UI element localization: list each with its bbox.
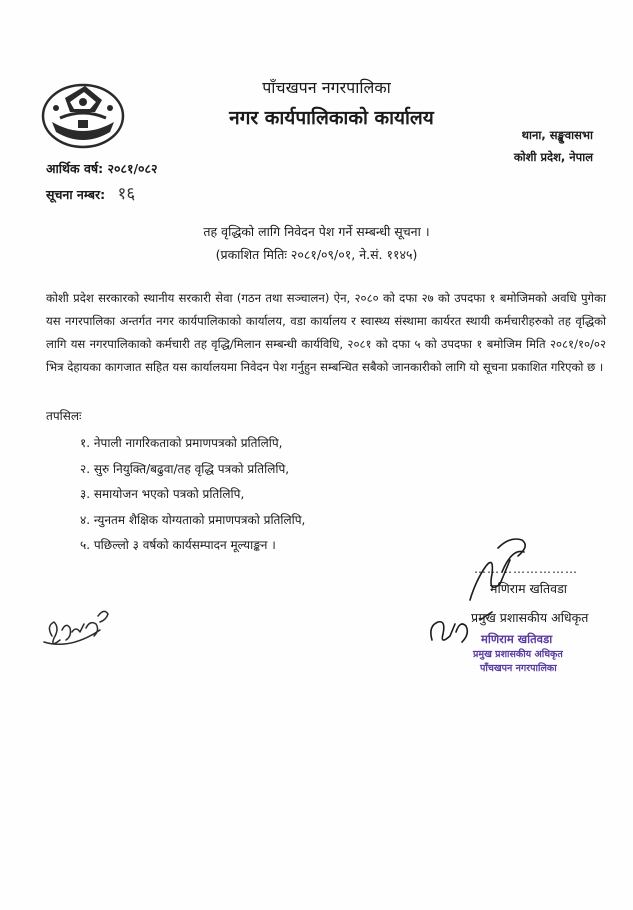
notice-number-value: १६ [117, 184, 136, 204]
notice-body: कोशी प्रदेश सरकारको स्थानीय सरकारी सेवा (गठन तथा सञ्चालन) ऐन, २०८० को दफा २७ को उपदफा १ बमोजिमको अवधि पुगेका यस नगरपालिका अन्तर्गत नगर कार्यपालिकाको कार्यालय, वडा कार्यालय र स्वास्थ्य संस्थामा कार्यरत स्थायी कर्मचारीहरुको तह वृद्धिको लागि यस नगरपालिकाको कर्मचारी तह वृद्धि/मिलान सम्बन्धी कार्यविधि, २०८१ को दफा ५ को उपदफा १ बमोजिम मिति २०८१/१०/०२ भित्र देहायका कागजात सहित यस कार्यालयमा निवेदन पेश गर्नुहुन सम्बन्धित सबैको जानकारीको लागि यो सूचना प्रकाशित गरिएको छ । [46, 291, 606, 374]
fiscal-year: आर्थिक वर्ष: २०८१/०८२ [46, 161, 158, 176]
address-line-2: कोशी प्रदेश, नेपाल [513, 150, 593, 164]
list-item: ३. समायोजन भएको पत्रको प्रतिलिपि, [80, 487, 245, 501]
list-item: १. नेपाली नागरिकताको प्रमाणपत्रको प्रतिलिपि, [80, 436, 283, 450]
notice-subject: तह वृद्धिको लागि निवेदन पेश गर्ने सम्बन्धी सूचना । [203, 224, 430, 239]
list-item: २. सुरु नियुक्ति/बढुवा/तह वृद्धि पत्रको प्रतिलिपि, [80, 462, 290, 476]
address-line-1: थाना, सङ्खुवासभा [521, 128, 593, 142]
initials-signature [44, 611, 108, 644]
stamp-org: पाँचखपन नगरपालिका [480, 663, 557, 674]
signature-line: …………………… [474, 562, 578, 576]
list-item: ५. पछिल्लो ३ वर्षको कार्यसम्पादन मूल्याङ्कन । [80, 538, 276, 552]
office-name: नगर कार्यपालिकाको कार्यालय [229, 107, 434, 129]
stamp-name: मणिराम खतिवडा [481, 632, 553, 646]
stamp-title: प्रमुख प्रशासकीय अधिकृत [473, 649, 563, 660]
list-item: ४. न्युनतम शैक्षिक योग्यताको प्रमाणपत्रको प्रतिलिपि, [80, 513, 306, 527]
notice-number [46, 181, 135, 204]
signatory-name: मणिराम खतिवडा [490, 581, 568, 596]
publish-date: (प्रकाशित मितिः २०८१/०९/०१, ने.सं. ११४५) [215, 247, 418, 262]
signatory-title: प्रमुख प्रशासकीय अधिकृत [471, 610, 589, 625]
list-intro: तपसिलः [46, 409, 82, 423]
notice-number-label: सूचना नम्बर: [46, 187, 106, 202]
municipality-name: पाँचखपन नगरपालिका [262, 78, 391, 97]
